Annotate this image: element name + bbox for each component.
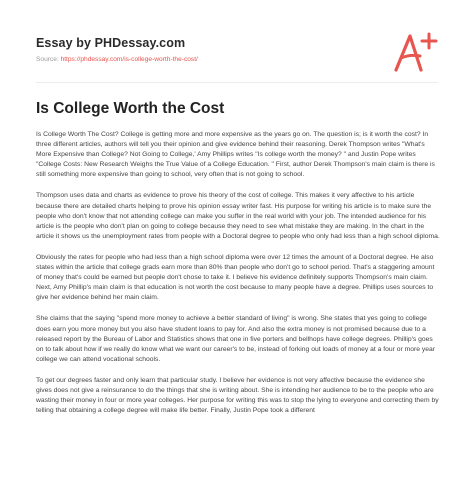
essay-paragraph: To get our degrees faster and only learn that particular study. I believe her evidence is not very affective because the evidence she gives does not give a reinsurance to do the things that she is writing about. She is intending her audience to be to the people who are wasting their money in four or more year colleges. Her purpose for writing this was to stop the lying to everyone and correcting them by telling that obtaining a college degree will make life better. Finally, Justin Pope took a different <box>36 376 439 415</box>
header <box>36 36 376 63</box>
a-plus-logo-icon <box>390 28 438 76</box>
essay-paragraph: Is College Worth The Cost? College is getting more and more expensive as the years go on. The question is; is it worth the cost? In three different articles, authors will tell you their opinion and give evidence behind their reasoning. Derek Thompson writes "What's More Expensive than College? Not Going to College,' Amy Phillips writes "Is college worth the money? " and Justin Pope writes "College Costs: New Research Weighs the True Value of a College Education. " First, author Derek Thompson's main claim is there is still something more expensive than going to school, very often that is not going to school. <box>36 131 435 179</box>
essay-title: Is College Worth the Cost <box>36 100 225 117</box>
source-line <box>36 56 376 63</box>
essay-paragraph: She claims that the saying "spend more money to achieve a better standard of living" is wrong. She states that yes going to college does earn you more money but you also have student loans to pay for. And also the extra money is not promised because due to a released report by the Bureau of Labor and Statistics shows that one in five porters and bellhops have college degrees. Phillip's goes on to talk about how if we really do know what we want our career's to be, instead of forking out loads of money at a four or more year college we can attend vocational schools. <box>36 315 436 363</box>
site-brand[interactable]: Essay by PHDessay.com <box>36 36 186 50</box>
header-divider <box>36 82 438 83</box>
source-link[interactable]: https://phdessay.com/is-college-worth-the-cost/ <box>60 56 198 63</box>
essay-paragraph: Thompson uses data and charts as evidence to prove his theory of the cost of college. This makes it very affective to his article because there are detailed charts helping to prove his opinion essay writer fast. His purpose for writing his article is to make sure the people who don't know that not attending college can make you suffer in the real world with your job. The intended audience for his article is the people who don't plan on going to college because they need to see what mistake they are making. In the chart in the article it shows us the unemployment rates from people with a Doctoral degree to people who only had less than a high school diploma. <box>36 192 440 240</box>
source-label: Source: <box>36 56 61 63</box>
essay-paragraph: Obviously the rates for people who had less than a high school diploma were over 12 times the amount of a Doctoral degree. He also states within the article that college grads earn more than 80% than people who don't go to school period. That's a staggering amount of money that's could be earned but people don't chose to take it. I believe his evidence definitely supports Thompson's main claim. Next, Amy Phillip's main claim is that education is not worth the cost because to many people have a degree. Phillips uses sources to give her evidence behind her main claim. <box>36 253 435 302</box>
essay-body <box>36 130 440 427</box>
